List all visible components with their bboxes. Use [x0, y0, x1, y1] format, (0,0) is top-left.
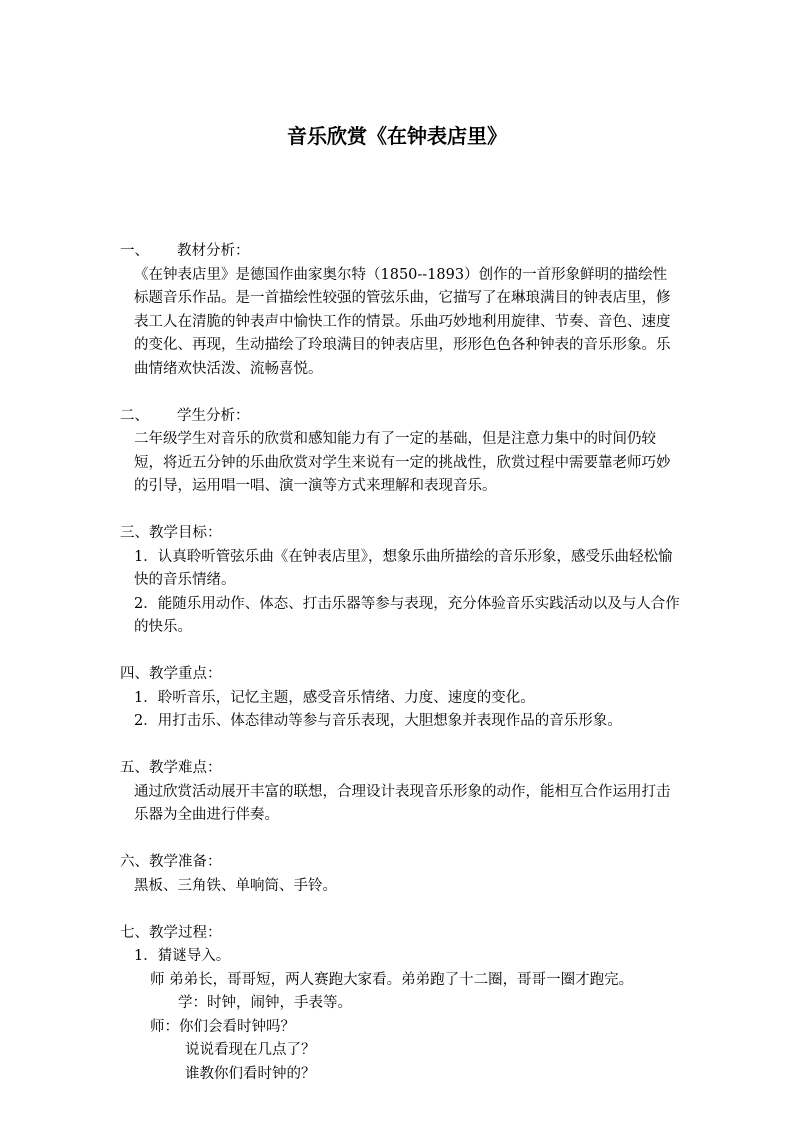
student-answer: 学：时钟，闹钟，手表等。 [178, 995, 352, 1011]
section-number: 二、 [120, 407, 149, 424]
teacher-question-3: 谁教你们看时钟的？ [185, 1065, 316, 1082]
section-3-item-2: 2．能随乐用动作、体态、打击乐器等参与表现，充分体验音乐实践活动以及与人合作的快乐。 [134, 595, 680, 635]
section-7-heading: 七、教学过程： [120, 924, 222, 941]
section-5-heading: 五、教学难点： [120, 760, 222, 776]
section-heading-text: 教材分析： [177, 243, 250, 259]
section-2-heading [120, 405, 680, 429]
teacher-riddle: 师 弟弟长，哥哥短，两人赛跑大家看。弟弟跑了十二圈，哥哥一圈才跑完。 [150, 971, 634, 988]
section-4-item-1: 1．聆听音乐，记忆主题，感受音乐情绪、力度、速度的变化。 [134, 689, 535, 706]
section-4-heading: 四、教学重点： [120, 666, 222, 682]
section-3-item-1: 1．认真聆听管弦乐曲《在钟表店里》，想象乐曲所描绘的音乐形象，感受乐曲轻松愉快的音乐情绪。 [134, 548, 673, 588]
section-6-heading: 六、教学准备： [120, 854, 222, 870]
section-1-heading [120, 240, 680, 264]
section-7-step-1: 1．猜谜导入。 [134, 948, 231, 964]
section-2-body: 二年级学生对音乐的欣赏和感知能力有了一定的基础，但是注意力集中的时间仍较短，将近五分钟的乐曲欣赏对学生来说有一定的挑战性，欣赏过程中需要靠老师巧妙的引导，运用唱一唱、演一演等方式来理解和表现音乐。 [134, 431, 671, 494]
section-4-item-2: 2．用打击乐、体态律动等参与音乐表现，大胆想象并表现作品的音乐形象。 [134, 713, 622, 729]
section-1-body: 《在钟表店里》是德国作曲家奥尔特（1850--1893）创作的一首形象鲜明的描绘性标题音乐作品。是一首描绘性较强的管弦乐曲，它描写了在琳琅满目的钟表店里，修表工人在清脆的钟表声中愉快工作的情景。乐曲巧妙地利用旋律、节奏、音色、速度的变化、再现，生动描绘了玲琅满目的钟表店里，形形色色各种钟表的音乐形象。乐曲情绪欢快活泼、流畅喜悦。 [134, 266, 671, 377]
teacher-question-2: 说说看现在几点了？ [185, 1042, 316, 1058]
section-5-body: 通过欣赏活动展开丰富的联想，合理设计表现音乐形象的动作，能相互合作运用打击乐器为全曲进行伴奏。 [134, 783, 671, 823]
section-heading-text: 学生分析： [177, 407, 250, 424]
teacher-question-1: 师：你们会看时钟吗？ [150, 1018, 295, 1035]
section-6-body: 黑板、三角铁、单响筒、手铃。 [134, 877, 337, 894]
document-title: 音乐欣赏《在钟表店里》 [287, 124, 507, 148]
section-number: 一、 [120, 243, 149, 259]
section-3-heading: 三、教学目标： [120, 525, 222, 541]
document-body [120, 240, 680, 1086]
